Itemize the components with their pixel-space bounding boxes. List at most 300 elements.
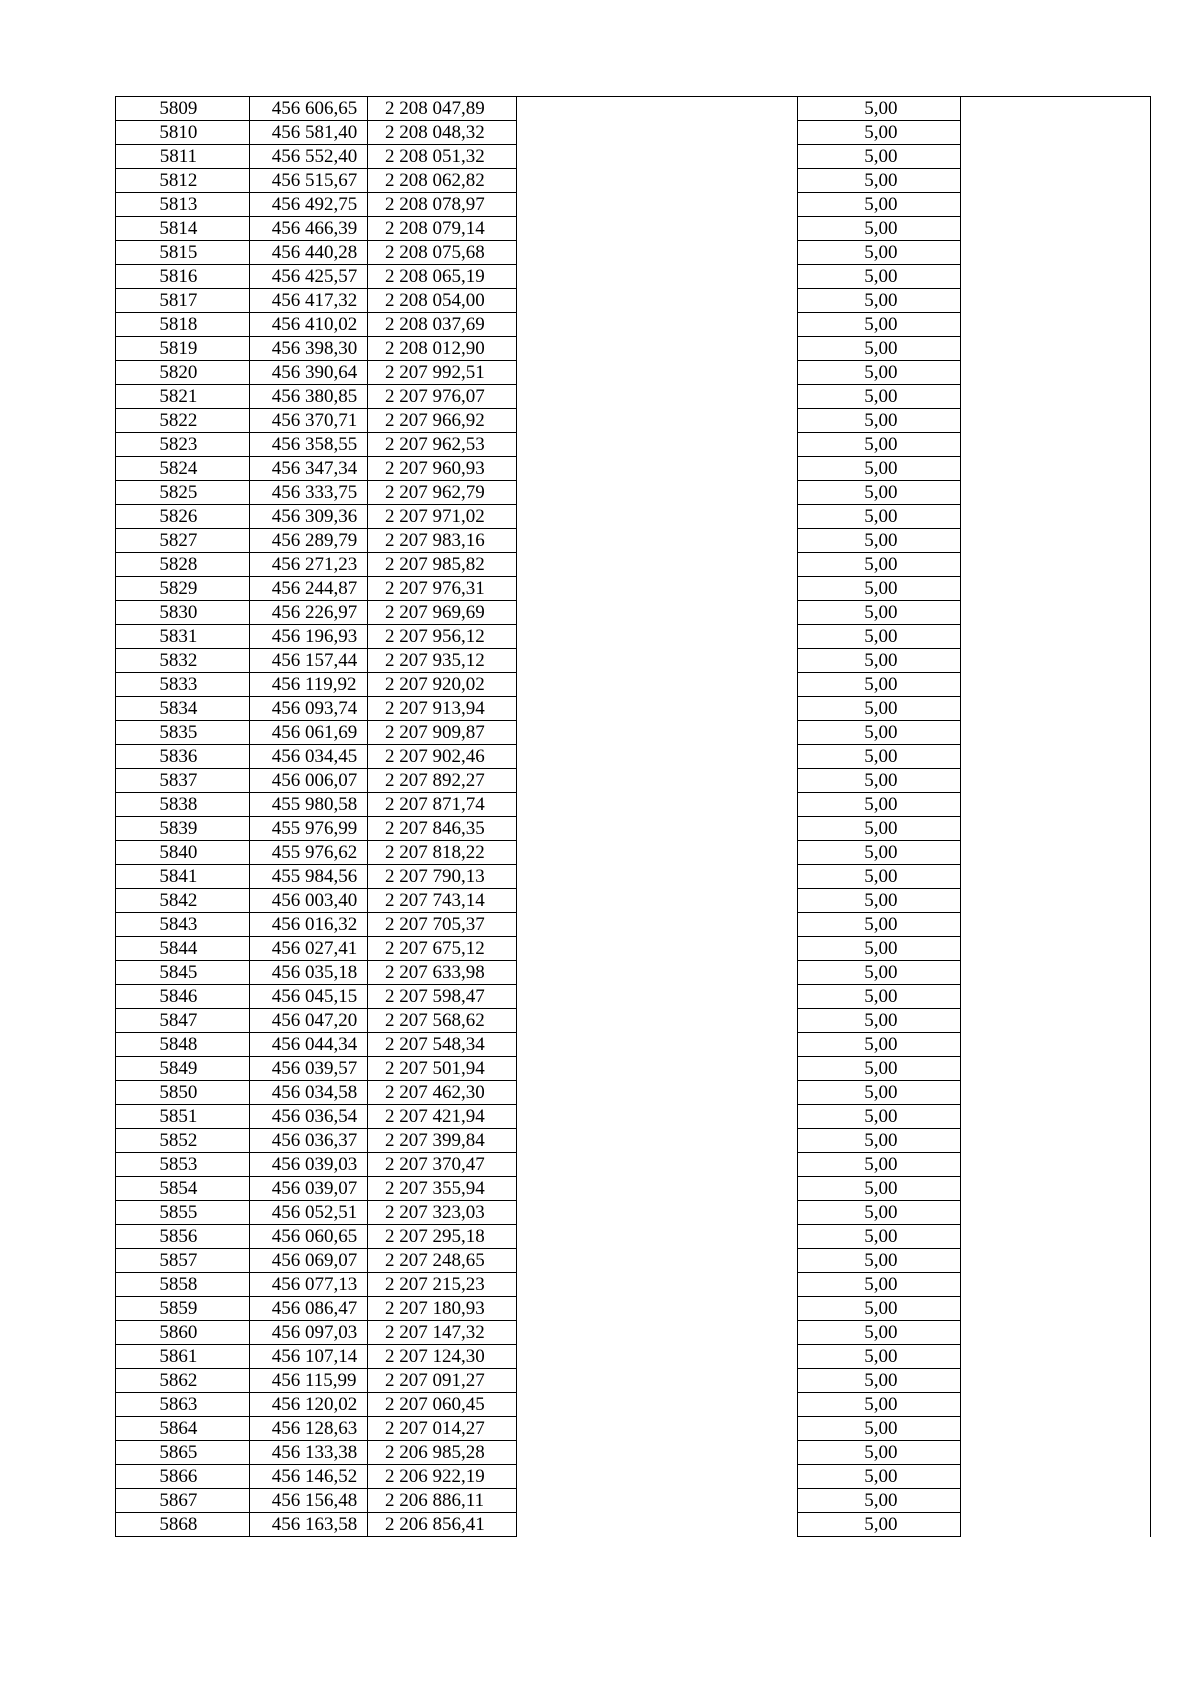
empty-cell <box>960 793 1150 817</box>
table-row <box>116 697 1151 721</box>
table-row <box>116 121 1151 145</box>
y-coordinate-cell: 2 207 962,53 <box>368 433 517 457</box>
table-row <box>116 145 1151 169</box>
empty-cell <box>960 337 1150 361</box>
y-coordinate-cell: 2 207 976,07 <box>368 385 517 409</box>
table-row <box>116 457 1151 481</box>
x-coordinate-cell: 456 003,40 <box>249 889 367 913</box>
coordinates-table <box>115 96 1151 1537</box>
accuracy-cell: 5,00 <box>798 217 961 241</box>
x-coordinate-cell: 456 515,67 <box>249 169 367 193</box>
empty-cell <box>960 433 1150 457</box>
empty-cell <box>960 1225 1150 1249</box>
x-coordinate-cell: 456 069,07 <box>249 1249 367 1273</box>
empty-cell <box>960 769 1150 793</box>
x-coordinate-cell: 456 119,92 <box>249 673 367 697</box>
y-coordinate-cell: 2 206 985,28 <box>368 1441 517 1465</box>
table-row <box>116 1369 1151 1393</box>
x-coordinate-cell: 456 390,64 <box>249 361 367 385</box>
empty-cell <box>960 553 1150 577</box>
empty-cell <box>517 1489 798 1513</box>
y-coordinate-cell: 2 207 323,03 <box>368 1201 517 1225</box>
y-coordinate-cell: 2 207 871,74 <box>368 793 517 817</box>
empty-cell <box>960 529 1150 553</box>
accuracy-cell: 5,00 <box>798 409 961 433</box>
accuracy-cell: 5,00 <box>798 1441 961 1465</box>
x-coordinate-cell: 456 052,51 <box>249 1201 367 1225</box>
x-coordinate-cell: 456 156,48 <box>249 1489 367 1513</box>
table-row <box>116 1225 1151 1249</box>
x-coordinate-cell: 456 034,45 <box>249 745 367 769</box>
table-row <box>116 793 1151 817</box>
point-number-cell: 5857 <box>116 1249 250 1273</box>
empty-cell <box>960 697 1150 721</box>
y-coordinate-cell: 2 207 462,30 <box>368 1081 517 1105</box>
x-coordinate-cell: 456 034,58 <box>249 1081 367 1105</box>
empty-cell <box>960 1081 1150 1105</box>
table-row <box>116 193 1151 217</box>
empty-cell <box>517 673 798 697</box>
empty-cell <box>960 1129 1150 1153</box>
x-coordinate-cell: 456 133,38 <box>249 1441 367 1465</box>
point-number-cell: 5828 <box>116 553 250 577</box>
y-coordinate-cell: 2 208 078,97 <box>368 193 517 217</box>
y-coordinate-cell: 2 207 985,82 <box>368 553 517 577</box>
empty-cell <box>960 1273 1150 1297</box>
point-number-cell: 5852 <box>116 1129 250 1153</box>
empty-cell <box>517 961 798 985</box>
x-coordinate-cell: 456 440,28 <box>249 241 367 265</box>
table-row <box>116 985 1151 1009</box>
y-coordinate-cell: 2 207 935,12 <box>368 649 517 673</box>
table-row <box>116 841 1151 865</box>
accuracy-cell: 5,00 <box>798 985 961 1009</box>
table-row <box>116 721 1151 745</box>
empty-cell <box>517 865 798 889</box>
empty-cell <box>960 1441 1150 1465</box>
accuracy-cell: 5,00 <box>798 193 961 217</box>
accuracy-cell: 5,00 <box>798 625 961 649</box>
point-number-cell: 5830 <box>116 601 250 625</box>
x-coordinate-cell: 456 146,52 <box>249 1465 367 1489</box>
empty-cell <box>517 1273 798 1297</box>
empty-cell <box>517 1417 798 1441</box>
empty-cell <box>960 265 1150 289</box>
x-coordinate-cell: 456 244,87 <box>249 577 367 601</box>
x-coordinate-cell: 456 060,65 <box>249 1225 367 1249</box>
accuracy-cell: 5,00 <box>798 529 961 553</box>
y-coordinate-cell: 2 207 902,46 <box>368 745 517 769</box>
x-coordinate-cell: 456 370,71 <box>249 409 367 433</box>
table-row <box>116 1273 1151 1297</box>
empty-cell <box>960 289 1150 313</box>
table-row <box>116 241 1151 265</box>
x-coordinate-cell: 456 271,23 <box>249 553 367 577</box>
empty-cell <box>960 193 1150 217</box>
y-coordinate-cell: 2 208 054,00 <box>368 289 517 313</box>
accuracy-cell: 5,00 <box>798 241 961 265</box>
accuracy-cell: 5,00 <box>798 505 961 529</box>
accuracy-cell: 5,00 <box>798 913 961 937</box>
empty-cell <box>517 1441 798 1465</box>
table-row <box>116 1177 1151 1201</box>
empty-cell <box>960 865 1150 889</box>
accuracy-cell: 5,00 <box>798 697 961 721</box>
table-row <box>116 433 1151 457</box>
empty-cell <box>517 289 798 313</box>
empty-cell <box>517 985 798 1009</box>
empty-cell <box>517 121 798 145</box>
table-row <box>116 1081 1151 1105</box>
table-row <box>116 889 1151 913</box>
y-coordinate-cell: 2 207 983,16 <box>368 529 517 553</box>
empty-cell <box>960 673 1150 697</box>
table-row <box>116 1417 1151 1441</box>
accuracy-cell: 5,00 <box>798 1225 961 1249</box>
y-coordinate-cell: 2 207 295,18 <box>368 1225 517 1249</box>
x-coordinate-cell: 456 289,79 <box>249 529 367 553</box>
accuracy-cell: 5,00 <box>798 1177 961 1201</box>
empty-cell <box>517 1345 798 1369</box>
y-coordinate-cell: 2 207 969,69 <box>368 601 517 625</box>
point-number-cell: 5825 <box>116 481 250 505</box>
x-coordinate-cell: 456 039,57 <box>249 1057 367 1081</box>
point-number-cell: 5819 <box>116 337 250 361</box>
x-coordinate-cell: 455 984,56 <box>249 865 367 889</box>
y-coordinate-cell: 2 208 075,68 <box>368 241 517 265</box>
table-row <box>116 529 1151 553</box>
x-coordinate-cell: 456 492,75 <box>249 193 367 217</box>
accuracy-cell: 5,00 <box>798 97 961 121</box>
x-coordinate-cell: 455 980,58 <box>249 793 367 817</box>
empty-cell <box>517 1105 798 1129</box>
x-coordinate-cell: 456 035,18 <box>249 961 367 985</box>
point-number-cell: 5827 <box>116 529 250 553</box>
empty-cell <box>517 217 798 241</box>
empty-cell <box>517 745 798 769</box>
point-number-cell: 5841 <box>116 865 250 889</box>
empty-cell <box>960 217 1150 241</box>
y-coordinate-cell: 2 207 633,98 <box>368 961 517 985</box>
table-row <box>116 97 1151 121</box>
y-coordinate-cell: 2 207 966,92 <box>368 409 517 433</box>
y-coordinate-cell: 2 207 971,02 <box>368 505 517 529</box>
y-coordinate-cell: 2 208 037,69 <box>368 313 517 337</box>
accuracy-cell: 5,00 <box>798 577 961 601</box>
empty-cell <box>960 97 1150 121</box>
empty-cell <box>960 817 1150 841</box>
empty-cell <box>960 937 1150 961</box>
x-coordinate-cell: 456 606,65 <box>249 97 367 121</box>
empty-cell <box>517 649 798 673</box>
x-coordinate-cell: 456 036,54 <box>249 1105 367 1129</box>
table-row <box>116 169 1151 193</box>
point-number-cell: 5850 <box>116 1081 250 1105</box>
accuracy-cell: 5,00 <box>798 745 961 769</box>
x-coordinate-cell: 456 333,75 <box>249 481 367 505</box>
point-number-cell: 5861 <box>116 1345 250 1369</box>
point-number-cell: 5835 <box>116 721 250 745</box>
empty-cell <box>960 1057 1150 1081</box>
empty-cell <box>517 337 798 361</box>
y-coordinate-cell: 2 207 960,93 <box>368 457 517 481</box>
empty-cell <box>517 841 798 865</box>
empty-cell <box>517 529 798 553</box>
empty-cell <box>960 1009 1150 1033</box>
empty-cell <box>960 409 1150 433</box>
y-coordinate-cell: 2 207 091,27 <box>368 1369 517 1393</box>
x-coordinate-cell: 455 976,99 <box>249 817 367 841</box>
empty-cell <box>960 913 1150 937</box>
empty-cell <box>517 1297 798 1321</box>
empty-cell <box>517 1177 798 1201</box>
accuracy-cell: 5,00 <box>798 601 961 625</box>
point-number-cell: 5810 <box>116 121 250 145</box>
x-coordinate-cell: 456 061,69 <box>249 721 367 745</box>
y-coordinate-cell: 2 207 568,62 <box>368 1009 517 1033</box>
accuracy-cell: 5,00 <box>798 433 961 457</box>
y-coordinate-cell: 2 207 355,94 <box>368 1177 517 1201</box>
x-coordinate-cell: 456 581,40 <box>249 121 367 145</box>
accuracy-cell: 5,00 <box>798 553 961 577</box>
x-coordinate-cell: 456 163,58 <box>249 1513 367 1537</box>
x-coordinate-cell: 456 128,63 <box>249 1417 367 1441</box>
empty-cell <box>517 625 798 649</box>
empty-cell <box>517 433 798 457</box>
empty-cell <box>517 1057 798 1081</box>
empty-cell <box>960 1369 1150 1393</box>
empty-cell <box>960 1249 1150 1273</box>
point-number-cell: 5832 <box>116 649 250 673</box>
accuracy-cell: 5,00 <box>798 889 961 913</box>
point-number-cell: 5818 <box>116 313 250 337</box>
table-row <box>116 649 1151 673</box>
point-number-cell: 5846 <box>116 985 250 1009</box>
empty-cell <box>960 745 1150 769</box>
empty-cell <box>960 577 1150 601</box>
accuracy-cell: 5,00 <box>798 1081 961 1105</box>
x-coordinate-cell: 456 380,85 <box>249 385 367 409</box>
accuracy-cell: 5,00 <box>798 649 961 673</box>
empty-cell <box>960 1513 1150 1537</box>
empty-cell <box>517 793 798 817</box>
y-coordinate-cell: 2 206 886,11 <box>368 1489 517 1513</box>
point-number-cell: 5833 <box>116 673 250 697</box>
x-coordinate-cell: 456 398,30 <box>249 337 367 361</box>
x-coordinate-cell: 456 039,03 <box>249 1153 367 1177</box>
table-row <box>116 1393 1151 1417</box>
y-coordinate-cell: 2 207 790,13 <box>368 865 517 889</box>
empty-cell <box>960 1177 1150 1201</box>
point-number-cell: 5844 <box>116 937 250 961</box>
point-number-cell: 5847 <box>116 1009 250 1033</box>
table-row <box>116 265 1151 289</box>
x-coordinate-cell: 456 358,55 <box>249 433 367 457</box>
accuracy-cell: 5,00 <box>798 1297 961 1321</box>
accuracy-cell: 5,00 <box>798 1033 961 1057</box>
accuracy-cell: 5,00 <box>798 1249 961 1273</box>
accuracy-cell: 5,00 <box>798 313 961 337</box>
x-coordinate-cell: 456 410,02 <box>249 313 367 337</box>
table-row <box>116 1201 1151 1225</box>
y-coordinate-cell: 2 207 913,94 <box>368 697 517 721</box>
accuracy-cell: 5,00 <box>798 1369 961 1393</box>
x-coordinate-cell: 456 044,34 <box>249 1033 367 1057</box>
point-number-cell: 5812 <box>116 169 250 193</box>
x-coordinate-cell: 456 093,74 <box>249 697 367 721</box>
empty-cell <box>960 481 1150 505</box>
empty-cell <box>517 1225 798 1249</box>
table-row <box>116 505 1151 529</box>
accuracy-cell: 5,00 <box>798 289 961 313</box>
empty-cell <box>960 313 1150 337</box>
empty-cell <box>960 361 1150 385</box>
point-number-cell: 5838 <box>116 793 250 817</box>
empty-cell <box>517 1033 798 1057</box>
x-coordinate-cell: 456 047,20 <box>249 1009 367 1033</box>
empty-cell <box>960 625 1150 649</box>
empty-cell <box>960 1321 1150 1345</box>
accuracy-cell: 5,00 <box>798 1489 961 1513</box>
y-coordinate-cell: 2 207 846,35 <box>368 817 517 841</box>
table-row <box>116 289 1151 313</box>
empty-cell <box>517 1201 798 1225</box>
empty-cell <box>960 121 1150 145</box>
table-row <box>116 337 1151 361</box>
empty-cell <box>517 937 798 961</box>
table-row <box>116 769 1151 793</box>
accuracy-cell: 5,00 <box>798 1129 961 1153</box>
point-number-cell: 5862 <box>116 1369 250 1393</box>
accuracy-cell: 5,00 <box>798 721 961 745</box>
empty-cell <box>517 1393 798 1417</box>
point-number-cell: 5822 <box>116 409 250 433</box>
point-number-cell: 5837 <box>116 769 250 793</box>
empty-cell <box>960 1033 1150 1057</box>
y-coordinate-cell: 2 207 976,31 <box>368 577 517 601</box>
point-number-cell: 5864 <box>116 1417 250 1441</box>
x-coordinate-cell: 456 115,99 <box>249 1369 367 1393</box>
x-coordinate-cell: 456 466,39 <box>249 217 367 241</box>
table-row <box>116 1321 1151 1345</box>
empty-cell <box>960 1393 1150 1417</box>
accuracy-cell: 5,00 <box>798 121 961 145</box>
empty-cell <box>517 481 798 505</box>
empty-cell <box>517 169 798 193</box>
point-number-cell: 5859 <box>116 1297 250 1321</box>
table-row <box>116 313 1151 337</box>
x-coordinate-cell: 456 107,14 <box>249 1345 367 1369</box>
y-coordinate-cell: 2 207 675,12 <box>368 937 517 961</box>
x-coordinate-cell: 456 006,07 <box>249 769 367 793</box>
table-row <box>116 1465 1151 1489</box>
point-number-cell: 5817 <box>116 289 250 313</box>
x-coordinate-cell: 456 309,36 <box>249 505 367 529</box>
y-coordinate-cell: 2 208 079,14 <box>368 217 517 241</box>
y-coordinate-cell: 2 207 992,51 <box>368 361 517 385</box>
x-coordinate-cell: 456 196,93 <box>249 625 367 649</box>
point-number-cell: 5814 <box>116 217 250 241</box>
table-row <box>116 1129 1151 1153</box>
accuracy-cell: 5,00 <box>798 1057 961 1081</box>
empty-cell <box>517 361 798 385</box>
empty-cell <box>517 1009 798 1033</box>
table-row <box>116 937 1151 961</box>
table-row <box>116 385 1151 409</box>
empty-cell <box>517 457 798 481</box>
point-number-cell: 5851 <box>116 1105 250 1129</box>
empty-cell <box>517 697 798 721</box>
empty-cell <box>960 1153 1150 1177</box>
y-coordinate-cell: 2 207 892,27 <box>368 769 517 793</box>
empty-cell <box>960 985 1150 1009</box>
table-row <box>116 1105 1151 1129</box>
table-row <box>116 625 1151 649</box>
accuracy-cell: 5,00 <box>798 937 961 961</box>
accuracy-cell: 5,00 <box>798 1345 961 1369</box>
empty-cell <box>517 1369 798 1393</box>
y-coordinate-cell: 2 207 920,02 <box>368 673 517 697</box>
empty-cell <box>517 1513 798 1537</box>
y-coordinate-cell: 2 207 598,47 <box>368 985 517 1009</box>
point-number-cell: 5815 <box>116 241 250 265</box>
accuracy-cell: 5,00 <box>798 793 961 817</box>
x-coordinate-cell: 456 552,40 <box>249 145 367 169</box>
y-coordinate-cell: 2 207 743,14 <box>368 889 517 913</box>
accuracy-cell: 5,00 <box>798 1201 961 1225</box>
empty-cell <box>517 97 798 121</box>
table-row <box>116 1441 1151 1465</box>
x-coordinate-cell: 456 347,34 <box>249 457 367 481</box>
y-coordinate-cell: 2 207 180,93 <box>368 1297 517 1321</box>
table-row <box>116 1297 1151 1321</box>
x-coordinate-cell: 456 425,57 <box>249 265 367 289</box>
table-row <box>116 961 1151 985</box>
y-coordinate-cell: 2 207 060,45 <box>368 1393 517 1417</box>
accuracy-cell: 5,00 <box>798 769 961 793</box>
empty-cell <box>960 1297 1150 1321</box>
x-coordinate-cell: 456 036,37 <box>249 1129 367 1153</box>
x-coordinate-cell: 456 016,32 <box>249 913 367 937</box>
table-row <box>116 361 1151 385</box>
accuracy-cell: 5,00 <box>798 1105 961 1129</box>
point-number-cell: 5866 <box>116 1465 250 1489</box>
empty-cell <box>517 313 798 337</box>
point-number-cell: 5858 <box>116 1273 250 1297</box>
table-row <box>116 673 1151 697</box>
empty-cell <box>960 169 1150 193</box>
accuracy-cell: 5,00 <box>798 169 961 193</box>
x-coordinate-cell: 455 976,62 <box>249 841 367 865</box>
point-number-cell: 5821 <box>116 385 250 409</box>
point-number-cell: 5855 <box>116 1201 250 1225</box>
y-coordinate-cell: 2 207 124,30 <box>368 1345 517 1369</box>
empty-cell <box>517 1081 798 1105</box>
empty-cell <box>960 721 1150 745</box>
point-number-cell: 5811 <box>116 145 250 169</box>
table-row <box>116 1057 1151 1081</box>
table-row <box>116 217 1151 241</box>
point-number-cell: 5820 <box>116 361 250 385</box>
point-number-cell: 5856 <box>116 1225 250 1249</box>
y-coordinate-cell: 2 207 956,12 <box>368 625 517 649</box>
point-number-cell: 5867 <box>116 1489 250 1513</box>
empty-cell <box>517 241 798 265</box>
accuracy-cell: 5,00 <box>798 265 961 289</box>
empty-cell <box>960 1201 1150 1225</box>
accuracy-cell: 5,00 <box>798 673 961 697</box>
table-row <box>116 1489 1151 1513</box>
